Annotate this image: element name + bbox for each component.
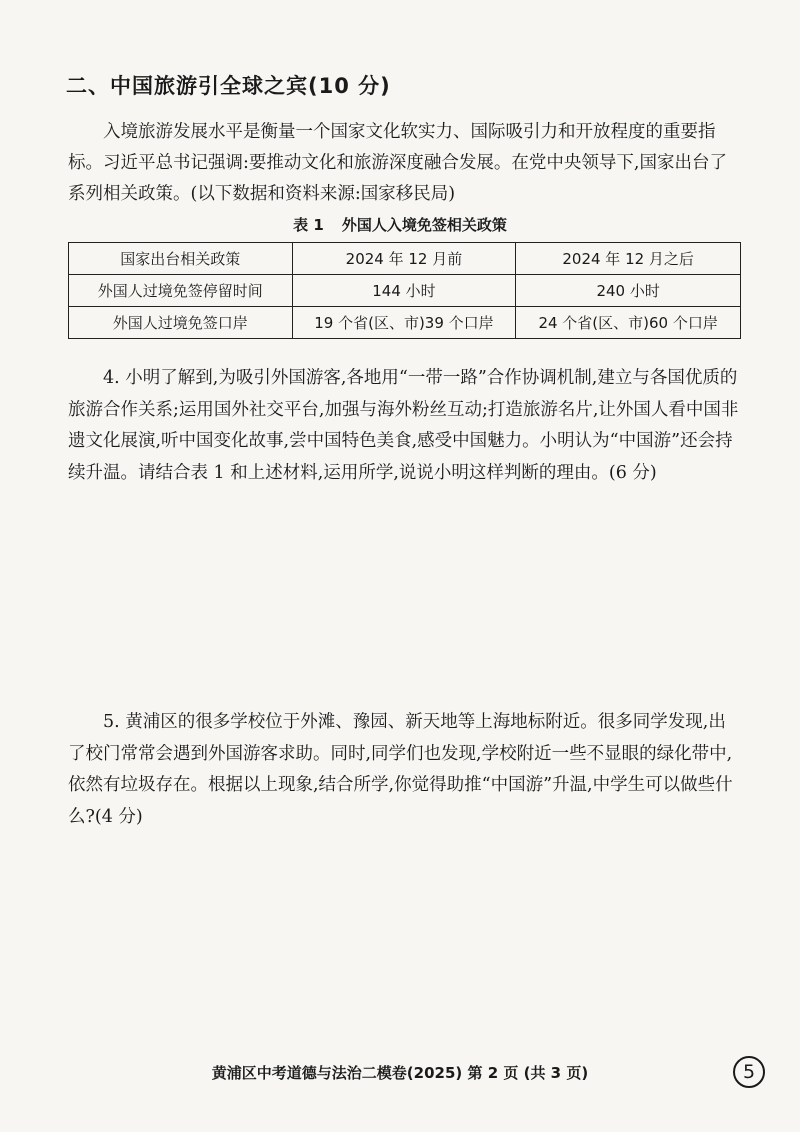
table-cell: 外国人过境免签停留时间 xyxy=(69,275,293,307)
question-5: 5. 黄浦区的很多学校位于外滩、豫园、新天地等上海地标附近。很多同学发现,出了校门常常会遇到外国游客求助。同时,同学们也发现,学校附近一些不显眼的绿化带中,依然有垃圾存在。根据以上现象,结合所学,你觉得助推“中国游”升温,中学生可以做些什么?(4 分) xyxy=(68,712,733,827)
table-header-cell: 2024 年 12 月前 xyxy=(292,243,516,275)
table-cell: 24 个省(区、市)60 个口岸 xyxy=(516,307,741,339)
table-cell: 外国人过境免签口岸 xyxy=(69,307,293,339)
table-caption-number: 表 1 xyxy=(293,216,324,234)
question-4: 4. 小明了解到,为吸引外国游客,各地用“一带一路”合作协调机制,建立与各国优质的旅游合作关系;运用国外社交平台,加强与海外粉丝互动;打造旅游名片,让外国人看中国非遗文化展演,听中国变化故事,尝中国特色美食,感受中国魅力。小明认为“中国游”还会持续升温。请结合表 1 和上述材料,运用所学,说说小明这样判断的理由。(6 分) xyxy=(68,368,739,483)
table-row xyxy=(69,307,741,339)
circled-page-number: 5 xyxy=(733,1056,765,1088)
table-header-cell: 2024 年 12 月之后 xyxy=(516,243,741,275)
table-cell: 144 小时 xyxy=(292,275,516,307)
table-header-cell: 国家出台相关政策 xyxy=(69,243,293,275)
table-caption-text: 外国人入境免签相关政策 xyxy=(341,216,507,234)
table-cell: 19 个省(区、市)39 个口岸 xyxy=(292,307,516,339)
section-title: 二、中国旅游引全球之宾(10 分) xyxy=(66,74,391,98)
table-caption xyxy=(0,214,800,235)
policy-table xyxy=(68,242,741,339)
intro-paragraph: 入境旅游发展水平是衡量一个国家文化软实力、国际吸引力和开放程度的重要指标。习近平总书记强调:要推动文化和旅游深度融合发展。在党中央领导下,国家出台了系列相关政策。(以下数据和资料来源:国家移民局) xyxy=(68,122,727,204)
table-header-row xyxy=(69,243,741,275)
table-row xyxy=(69,275,741,307)
table-cell: 240 小时 xyxy=(516,275,741,307)
page-footer: 黄浦区中考道德与法治二模卷(2025) 第 2 页 (共 3 页) xyxy=(211,1064,589,1082)
